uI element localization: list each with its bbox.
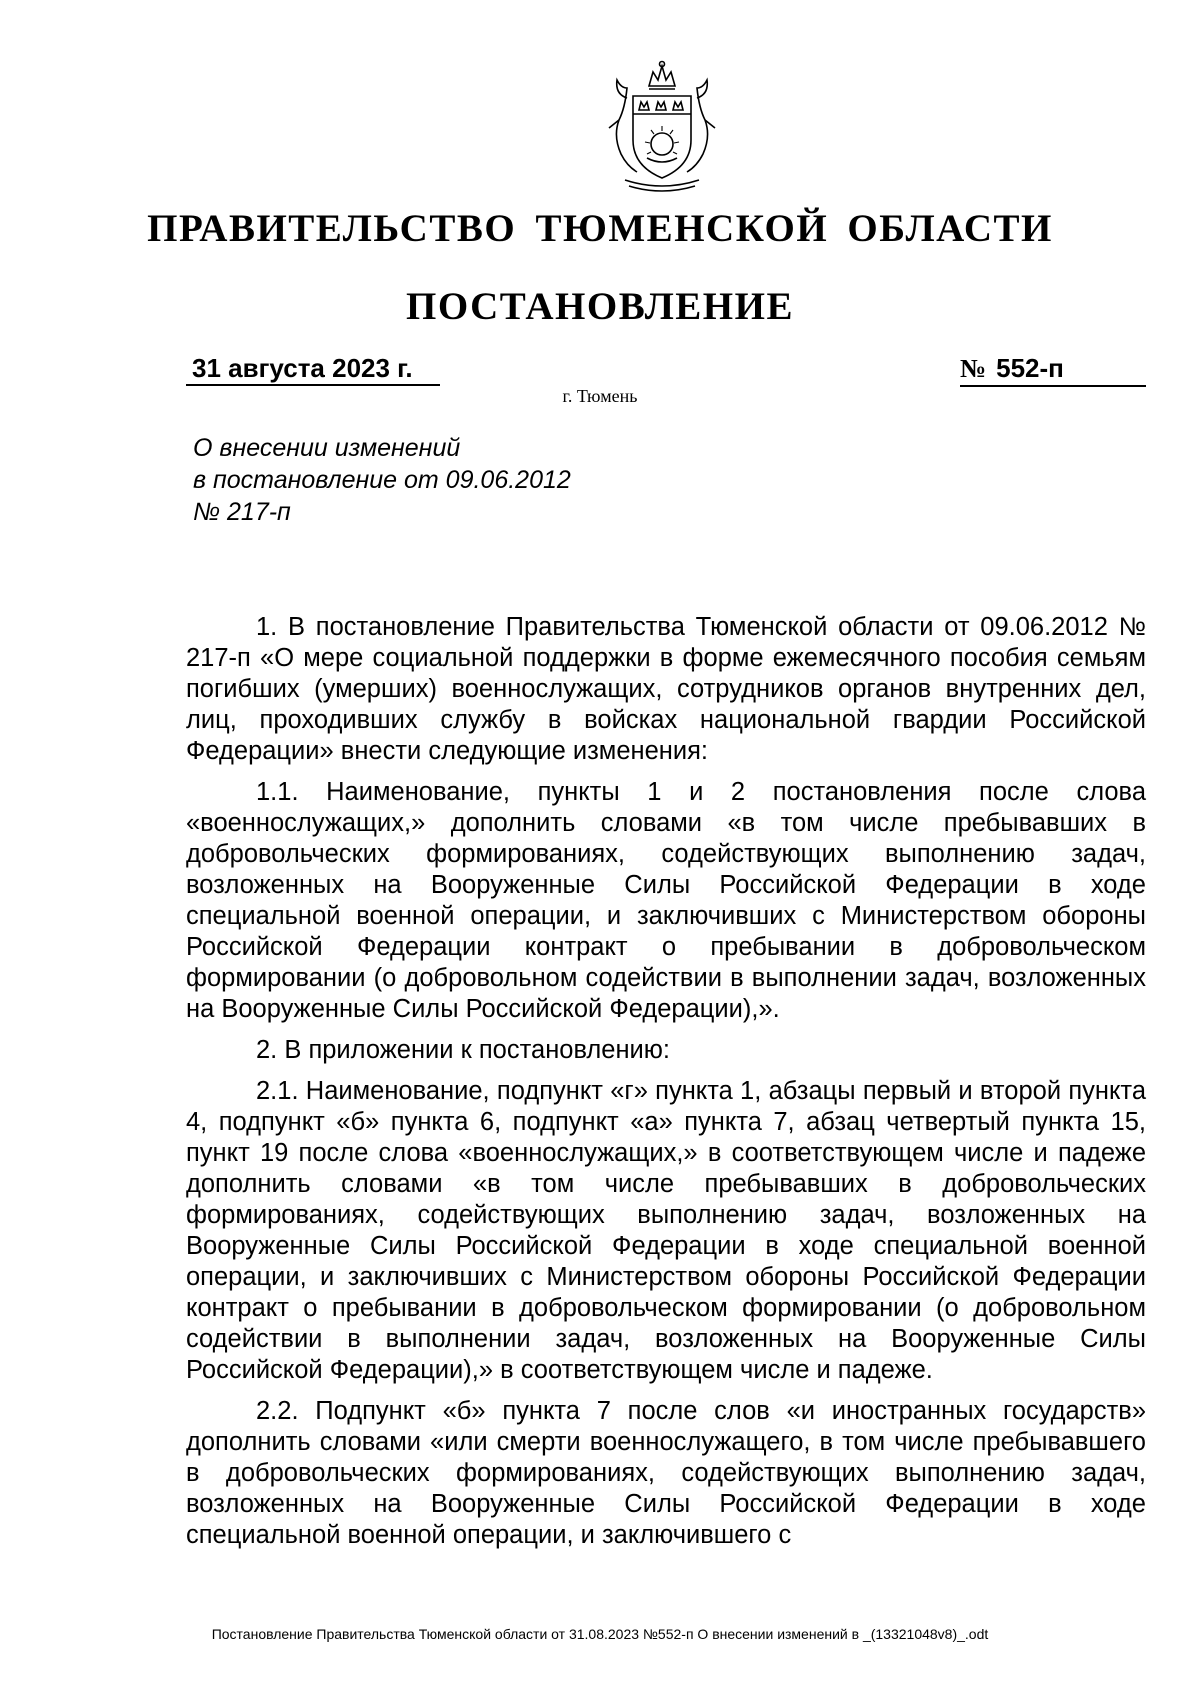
page-footer: Постановление Правительства Тюменской области от 31.08.2023 №552-п О внесении изменений в _(13321048v8)_.odt	[211, 1626, 989, 1642]
body-paragraph: 2. В приложении к постановлению:	[256, 1036, 671, 1064]
document-type: ПОСТАНОВЛЕНИЕ	[405, 285, 794, 328]
government-name: ПРАВИТЕЛЬСТВО ТЮМЕНСКОЙ ОБЛАСТИ	[147, 207, 1053, 250]
number-value: 552-п	[996, 353, 1064, 383]
coat-of-arms-icon	[597, 58, 727, 198]
document-subject	[193, 432, 571, 528]
document-date: 31 августа 2023 г.	[186, 352, 440, 386]
document-number	[960, 352, 1146, 387]
subject-line: в постановление от 09.06.2012	[193, 466, 571, 494]
body-paragraph: 2.2. Подпункт «б» пункта 7 после слов «и иностранных государств» дополнить словами «или смерти военнослужащего, в том числе пребывавшего в добровольческих формированиях, содействующих выполнению задач, возложенных на Вооруженные Силы Российской Федерации в ходе специальной военной операции, и заключившего с	[186, 1397, 1146, 1549]
body-paragraph: 2.1. Наименование, подпункт «г» пункта 1, абзацы первый и второй пункта 4, подпункт «б» пункта 6, подпункт «а» пункта 7, абзац четвертый пункта 15, пункт 19 после слова «военнослужащих,» в соответствующем числе и падеже дополнить словами «в том числе пребывавших в добровольческих формированиях, содействующих выполнению задач, возложенных на Вооруженные Силы Российской Федерации в ходе специальной военной операции, и заключивших с Министерством обороны Российской Федерации контракт о пребывании в добровольческом формировании (о добровольном содействии в выполнении задач, возложенных на Вооруженные Силы Российской Федерации),» в соответствующем числе и падеже.	[186, 1077, 1146, 1384]
document-city: г. Тюмень	[562, 386, 638, 406]
body-paragraph: 1.1. Наименование, пункты 1 и 2 постановления после слова «военнослужащих,» дополнить словами «в том числе пребывавших в добровольческих формированиях, содействующих выполнению задач, возложенных на Вооруженные Силы Российской Федерации в ходе специальной военной операции, и заключивших с Министерством обороны Российской Федерации контракт о пребывании в добровольческом формировании (о добровольном содействии в выполнении задач, возложенных на Вооруженные Силы Российской Федерации),».	[186, 778, 1146, 1023]
body-paragraph: 1. В постановление Правительства Тюменской области от 09.06.2012 № 217-п «О мере социальной поддержки в форме ежемесячного пособия семьям погибших (умерших) военнослужащих, сотрудников органов внутренних дел, лиц, проходивших службу в войсках национальной гвардии Российской Федерации» внести следующие изменения:	[186, 613, 1146, 765]
document-body	[186, 612, 1146, 1561]
number-sign: №	[960, 354, 987, 383]
subject-line: О внесении изменений	[193, 434, 461, 462]
subject-line: № 217-п	[193, 498, 291, 526]
